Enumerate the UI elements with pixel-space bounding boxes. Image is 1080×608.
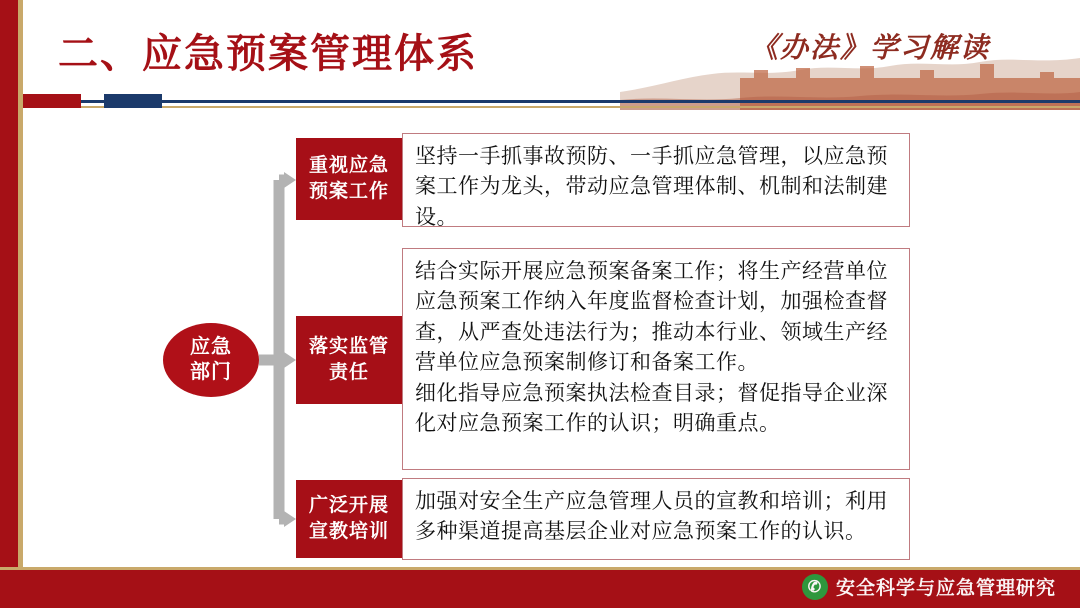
watermark-text: 安全科学与应急管理研究 xyxy=(835,578,1056,599)
branch-paragraph: 结合实际开展应急预案备案工作；将生产经营单位应急预案工作纳入年度监督检查计划，加强检查督查，从严查处违法行为；推动本行业、领域生产经营单位应急预案制修订和备案工作。 xyxy=(415,260,888,375)
branch-content-box-1 xyxy=(402,133,910,227)
root-label-line1: 应急 xyxy=(190,336,232,358)
branch-label-line1: 广泛开展 xyxy=(308,495,389,517)
branch-label-line2: 宣教培训 xyxy=(308,521,389,542)
slide-footer xyxy=(0,570,1080,608)
branch-label-luoshi-jianguan-zeren xyxy=(296,316,402,404)
root-label-line2: 部门 xyxy=(190,361,232,383)
divider-tick-left xyxy=(23,94,81,108)
header-subtitle: 《办法》学习解读 xyxy=(749,33,990,64)
divider-tick-left-2 xyxy=(104,94,162,108)
wechat-icon: ✆ xyxy=(802,574,828,600)
branch-label-line2: 预案工作 xyxy=(308,181,389,202)
slide-header xyxy=(0,0,1080,110)
branch-label-zhongshi-yingji-yuan-gongzuo xyxy=(296,138,402,220)
diagram-root-node xyxy=(163,323,259,397)
page-title: 二、应急预案管理体系 xyxy=(58,32,478,76)
branch-content-box-2 xyxy=(402,248,910,470)
footer-watermark xyxy=(802,573,1056,600)
branch-paragraph: 加强对安全生产应急管理人员的宣教和培训；利用多种渠道提高基层企业对应急预案工作的认识。 xyxy=(415,490,888,544)
branch-paragraph: 细化指导应急预案执法检查目录；督促指导企业深化对应急预案工作的认识；明确重点。 xyxy=(415,381,888,436)
branch-paragraph: 坚持一手抓事故预防、一手抓应急管理，以应急预案工作为龙头，带动应急管理体制、机制和法制建设。 xyxy=(415,145,888,229)
branch-label-line2: 责任 xyxy=(328,362,369,383)
diagram-canvas xyxy=(0,110,1080,570)
branch-label-line1: 重视应急 xyxy=(308,155,389,177)
header-divider-gold xyxy=(23,106,1080,108)
branch-label-guangfan-kaizhan-xuanjiao-peixun xyxy=(296,480,402,558)
header-divider-blue xyxy=(23,100,1080,103)
branch-content-box-3 xyxy=(402,478,910,560)
branch-label-line1: 落实监管 xyxy=(308,336,389,358)
